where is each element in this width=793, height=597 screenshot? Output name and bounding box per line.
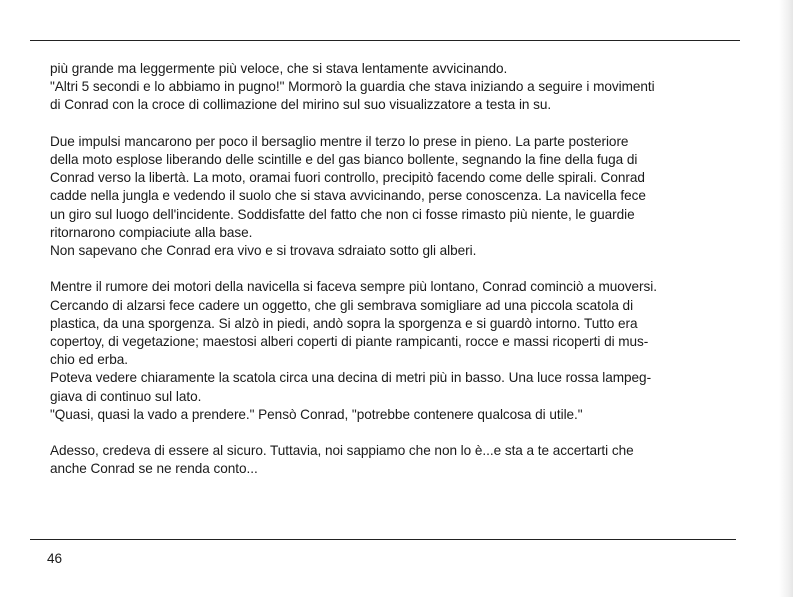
paragraph — [50, 442, 750, 478]
text-line: "Quasi, quasi la vado a prendere." Pensò Conrad, "potrebbe contenere qualcosa di utile." — [50, 406, 583, 422]
page-edge-shadow — [779, 0, 793, 597]
text-line: ritornarono compiaciute alla base. — [50, 224, 253, 240]
text-line: "Altri 5 secondi e lo abbiamo in pugno!" Mormorò la guardia che stava iniziando a seguire i movimenti — [50, 79, 655, 95]
paragraph — [50, 60, 750, 115]
text-line: chio ed erba. — [50, 352, 128, 368]
paragraph-spacer — [50, 115, 750, 133]
text-line: anche Conrad se ne renda conto... — [50, 461, 258, 477]
text-line: Due impulsi mancarono per poco il bersaglio mentre il terzo lo prese in pieno. La parte posteriore — [50, 133, 629, 149]
text-line: cadde nella jungla e vedendo il suolo che si stava avvicinando, perse conoscenza. La navicella fece — [50, 188, 646, 204]
text-line: plastica, da una sporgenza. Si alzò in piedi, andò sopra la sporgenza e si guardò intorno. Tutto era — [50, 315, 638, 331]
text-line: Adesso, credeva di essere al sicuro. Tuttavia, noi sappiamo che non lo è...e sta a te accertarti che — [50, 443, 634, 459]
text-line: Conrad verso la libertà. La moto, oramai fuori controllo, precipitò facendo come delle spirali. Conrad — [50, 170, 645, 186]
paragraph — [50, 278, 750, 424]
text-line: giava di continuo sul lato. — [50, 388, 202, 404]
paragraph-spacer — [50, 424, 750, 442]
text-line: Mentre il rumore dei motori della navicella si faceva sempre più lontano, Conrad cominciò a muoversi. — [50, 279, 657, 295]
text-line: un giro sul luogo dell'incidente. Soddisfatte del fatto che non ci fosse rimasto più niente, le guardie — [50, 206, 635, 222]
text-line: della moto esplose liberando delle scintille e del gas bianco bollente, segnando la fine della fuga di — [50, 152, 638, 167]
text-line: copertoy, di vegetazione; maestosi alberi coperti di piante rampicanti, rocce e massi ricoperti di mus- — [50, 334, 649, 350]
paragraph-spacer — [50, 260, 750, 278]
footer-rule — [30, 539, 736, 540]
page-number: 46 — [47, 551, 63, 566]
text-line: di Conrad con la croce di collimazione del mirino sul suo visualizzatore a testa in su. — [50, 97, 552, 113]
text-line: Non sapevano che Conrad era vivo e si trovava sdraiato sotto gli alberi. — [50, 243, 477, 259]
text-line: Cercando di alzarsi fece cadere un oggetto, che gli sembrava somigliare ad una piccola scatola di — [50, 297, 634, 313]
body-text — [50, 60, 750, 479]
paragraph — [50, 133, 750, 260]
text-line: Poteva vedere chiaramente la scatola circa una decina di metri più in basso. Una luce rossa lampeg- — [50, 370, 652, 386]
header-rule — [30, 40, 740, 41]
text-line: più grande ma leggermente più veloce, che si stava lentamente avvicinando. — [50, 61, 508, 76]
